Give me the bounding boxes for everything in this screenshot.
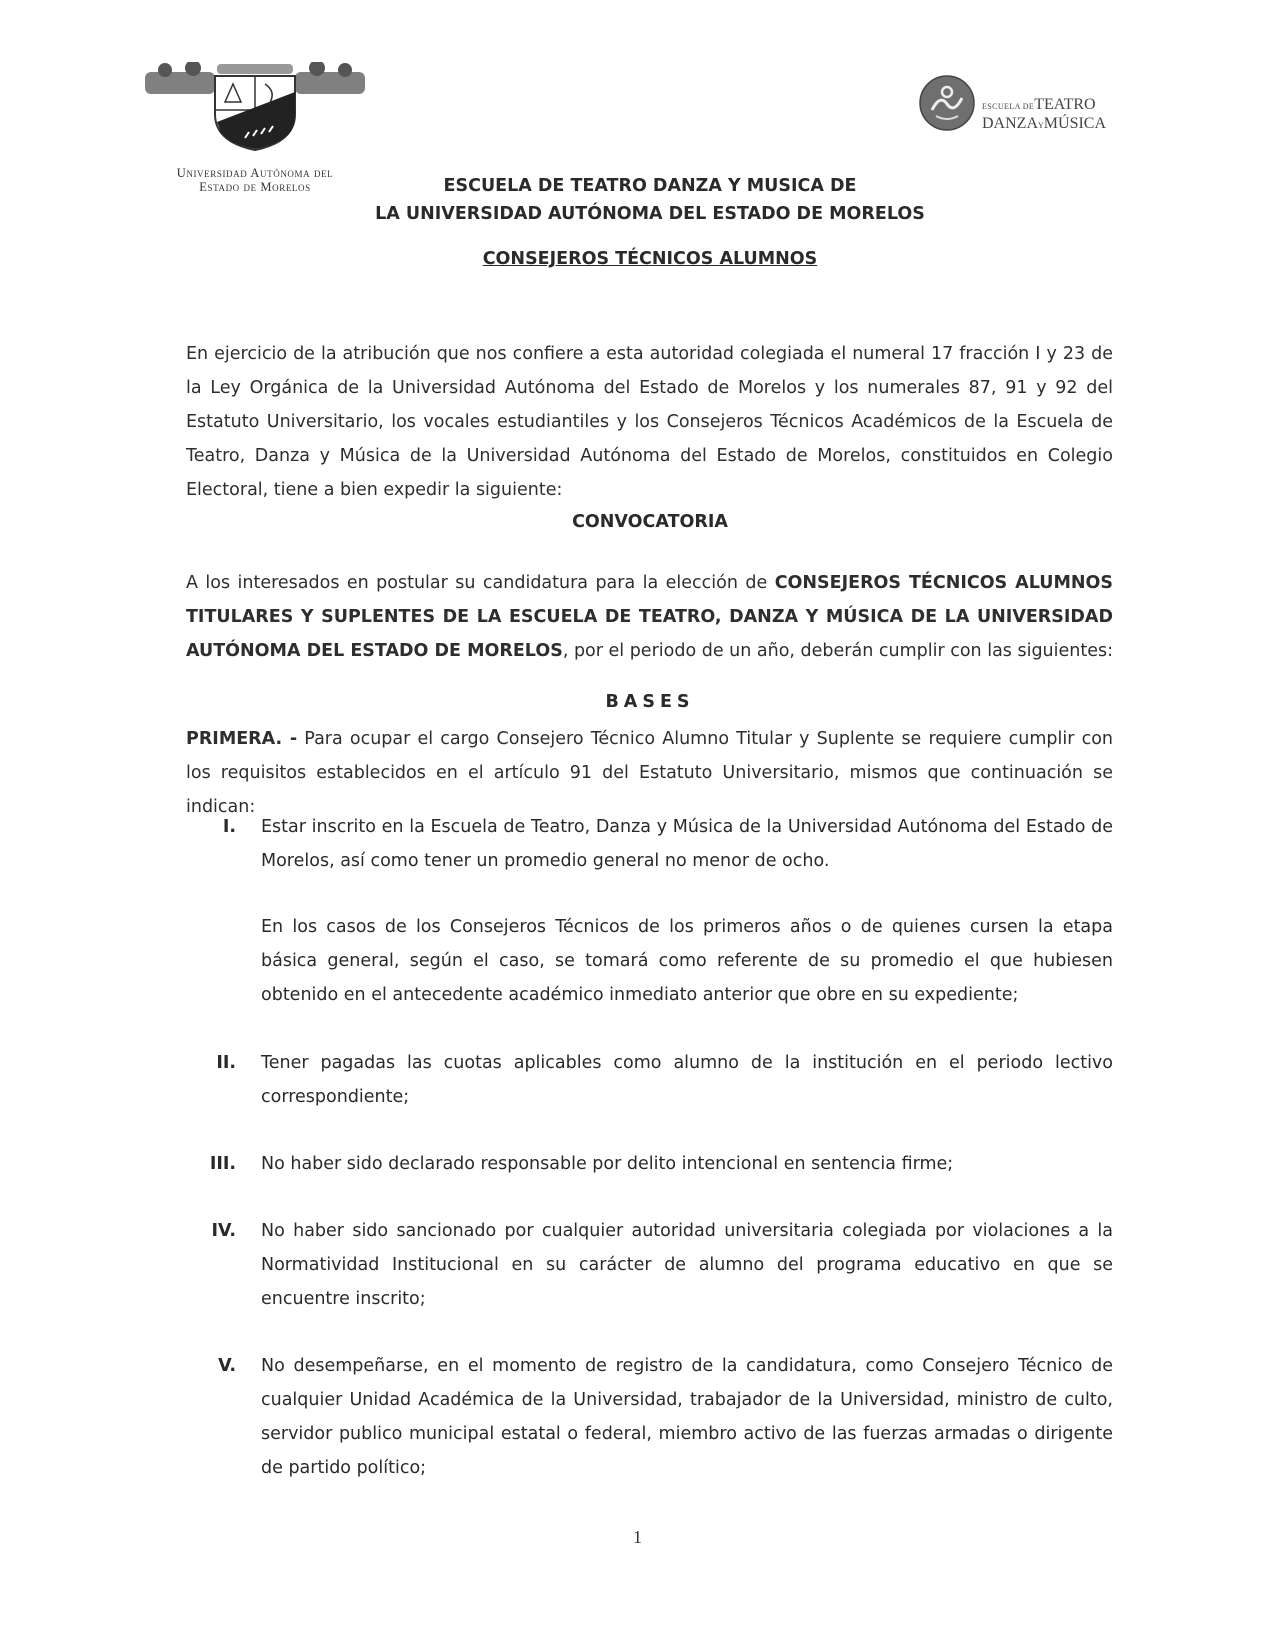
primera-paragraph (186, 722, 1113, 824)
convocatoria-heading: CONVOCATORIA (572, 512, 728, 532)
school-logo-danza: DANZA (982, 115, 1038, 132)
convocatoria-tail: , por el periodo de un año, deberán cumplir con las siguientes: (562, 641, 1114, 661)
item-text: No desempeñarse, en el momento de registro de la candidatura, como Consejero Técnico de cualquier Unidad Académica de la Universidad, trabajador de la Universidad, ministro de culto, servidor publico municipal estatal o federal, miembro activo de las fuerzas armadas o dirigente de partido político; (261, 1356, 1113, 1478)
primera-label: PRIMERA. - (186, 729, 298, 749)
subtitle-consejeros: CONSEJEROS TÉCNICOS ALUMNOS (482, 249, 818, 269)
uaem-emblem-icon (145, 62, 365, 152)
item-number: III. (209, 1154, 236, 1174)
item-text: No haber sido declarado responsable por delito intencional en sentencia firme; (261, 1154, 954, 1174)
bases-heading: BASES (605, 692, 695, 712)
school-emblem-icon (918, 74, 976, 132)
university-name-line1: Universidad Autónoma del (176, 166, 334, 180)
item-number: I. (222, 817, 236, 837)
item-number: II. (216, 1053, 236, 1073)
school-logo-escuela: ESCUELA DE (982, 102, 1035, 111)
page-number: 1 (633, 1527, 642, 1547)
item-number: IV. (211, 1221, 236, 1241)
item-text: En los casos de los Consejeros Técnicos de los primeros años o de quienes cursen la etapa básica general, según el caso, se tomará como referente de su promedio el que hubiesen obtenido en el antecedente académico inmediato anterior que obre en su expediente; (261, 917, 1113, 1005)
item-text: No haber sido sancionado por cualquier autoridad universitaria colegiada por violaciones a la Normatividad Institucional en su carácter de alumno del programa educativo en que se encuentre inscrito; (261, 1221, 1113, 1309)
convocatoria-lead: A los interesados en postular su candidatura para la elección de (186, 573, 775, 593)
university-name-line2: Estado de Morelos (199, 180, 311, 194)
convocatoria-paragraph (186, 566, 1113, 668)
school-logo-musica: MÚSICA (1043, 115, 1107, 132)
school-logo-teatro: TEATRO (1034, 96, 1096, 113)
school-logo (918, 74, 1138, 134)
uaem-logo (145, 62, 375, 194)
title-line-2: LA UNIVERSIDAD AUTÓNOMA DEL ESTADO DE MORELOS (375, 204, 925, 224)
item-number: V. (218, 1356, 236, 1376)
item-text: Tener pagadas las cuotas aplicables como alumno de la institución en el periodo lectivo correspondiente; (261, 1053, 1113, 1107)
convocatoria-bold: CONSEJEROS TÉCNICOS ALUMNOS TITULARES Y SUPLENTES DE LA ESCUELA DE TEATRO, DANZA Y MÚSICA DE LA UNIVERSIDAD AUTÓNOMA DEL ESTADO DE MORELOS (186, 573, 1113, 661)
primera-text: Para ocupar el cargo Consejero Técnico Alumno Titular y Suplente se requiere cumplir con los requisitos establecidos en el artículo 91 del Estatuto Universitario, mismos que continuación se indican: (186, 729, 1114, 817)
title-line-1: ESCUELA DE TEATRO DANZA Y MUSICA DE (443, 176, 857, 196)
intro-paragraph: En ejercicio de la atribución que nos confiere a esta autoridad colegiada el numeral 17 fracción I y 23 de la Ley Orgánica de la Universidad Autónoma del Estado de Morelos y los numerales 87, 91 y 92 del Estatuto Universitario, los vocales estudiantiles y los Consejeros Técnicos Académicos de la Escuela de Teatro, Danza y Música de la Universidad Autónoma del Estado de Morelos, constituidos en Colegio Electoral, tiene a bien expedir la siguiente: (186, 344, 1113, 500)
school-logo-text (982, 96, 1106, 134)
item-text: Estar inscrito en la Escuela de Teatro, Danza y Música de la Universidad Autónoma del Estado de Morelos, así como tener un promedio general no menor de ocho. (261, 817, 1113, 871)
school-logo-y: Y (1038, 121, 1044, 130)
